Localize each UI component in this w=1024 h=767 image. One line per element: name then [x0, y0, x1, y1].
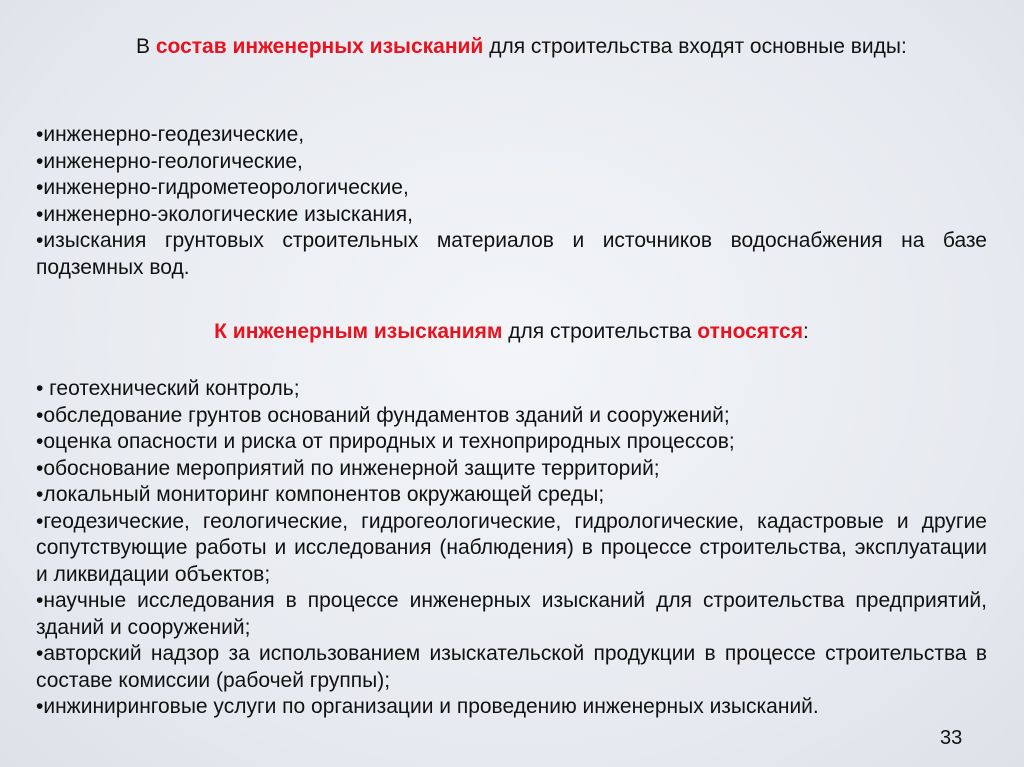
list-item: •инженерно-гидрометеорологические,: [36, 176, 409, 199]
related-works-list: [36, 376, 987, 721]
list-item: •инжиниринговые услуги по организации и проведению инженерных изысканий.: [36, 695, 819, 718]
list-item: • геотехнический контроль;: [36, 377, 300, 400]
list-item: •обоснование мероприятий по инженерной защите территорий;: [36, 456, 660, 480]
heading-colon: :: [803, 320, 809, 343]
intro-paragraph: [36, 34, 987, 61]
intro-lead: В: [136, 35, 151, 58]
section-heading: [36, 319, 987, 346]
heading-middle: для строительства: [508, 320, 692, 343]
list-item: •геодезические, геологические, гидрогеологические, гидрологические, кадастровые и другие сопутствующие работы и исследования (наблюдения) в процессе строительства, эксплуатации и ликвидации объектов;: [36, 509, 987, 586]
heading-highlight-1: К инженерным изысканиям: [214, 320, 503, 343]
survey-types-list: [36, 122, 987, 281]
list-item: •локальный мониторинг компонентов окружающей среды;: [36, 483, 605, 506]
list-item: •инженерно-геологические,: [36, 149, 303, 173]
page-number: 33: [940, 727, 963, 749]
list-item: •авторский надзор за использованием изыскательской продукции в процессе строительства в составе комиссии (рабочей группы);: [36, 642, 987, 692]
list-item: •научные исследования в процессе инженерных изысканий для строительства предприятий, зданий и сооружений;: [36, 589, 987, 639]
list-item: •инженерно-геодезические,: [36, 123, 305, 146]
list-item: •оценка опасности и риска от природных и техноприродных процессов;: [36, 430, 735, 453]
heading-highlight-2: относятся: [697, 320, 803, 343]
list-item: •инженерно-экологические изыскания,: [36, 202, 413, 226]
list-item: •обследование грунтов оснований фундаментов зданий и сооружений;: [36, 403, 730, 427]
intro-rest: для строительства входят основные виды:: [489, 35, 907, 58]
intro-highlight: состав инженерных изысканий: [155, 35, 484, 58]
list-item: •изыскания грунтовых строительных материалов и источников водоснабжения на базе подземных вод.: [36, 229, 987, 279]
